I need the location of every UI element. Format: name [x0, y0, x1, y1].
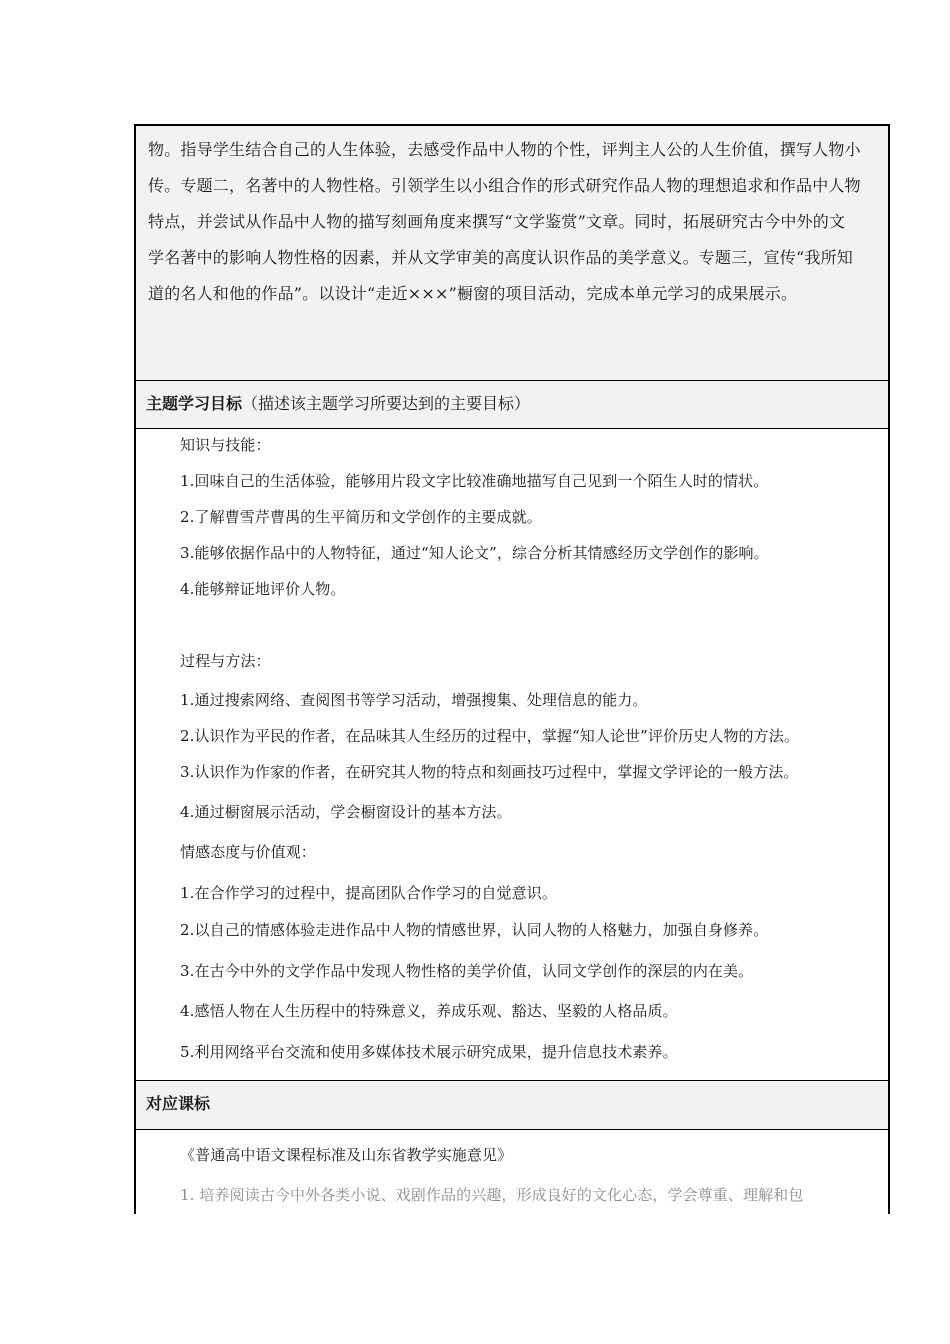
knowledge-item: 1.回味自己的生活体验，能够用片段文字比较准确地描写自己见到一个陌生人时的情状。	[180, 472, 769, 490]
standards-item: 1. 培养阅读古今中外各类小说、戏剧作品的兴趣，形成良好的文化心态，学会尊重、理解和包	[180, 1186, 804, 1204]
lesson-plan-table	[134, 124, 890, 1214]
attitude-item: 5.利用网络平台交流和使用多媒体技术展示研究成果，提升信息技术素养。	[180, 1043, 678, 1061]
process-item: 3.认识作为作家的作者，在研究其人物的特点和刻画技巧过程中，掌握文学评论的一般方法。	[180, 763, 799, 781]
knowledge-item: 4.能够辩证地评价人物。	[180, 580, 346, 598]
attitude-item: 2.以自己的情感体验走进作品中人物的情感世界，认同人物的人格魅力，加强自身修养。	[180, 921, 769, 939]
attitude-heading: 情感态度与价值观：	[180, 843, 316, 861]
process-item: 2.认识作为平民的作者，在品味其人生经历的过程中，掌握“知人论世”评价历史人物的方法。	[180, 727, 799, 745]
process-item: 1.通过搜索网络、查阅图书等学习活动，增强搜集、处理信息的能力。	[180, 691, 648, 709]
attitude-item: 3.在古今中外的文学作品中发现人物性格的美学价值，认同文学创作的深层的内在美。	[180, 962, 754, 980]
intro-line: 传。专题二，名著中的人物性格。引领学生以小组合作的形式研究作品人物的理想追求和作品中人物	[148, 176, 861, 195]
process-heading: 过程与方法：	[180, 652, 271, 670]
standards-header-cell	[136, 1081, 888, 1129]
goals-body-cell	[136, 430, 888, 1080]
knowledge-heading: 知识与技能：	[180, 436, 271, 454]
unit-description-cell	[136, 126, 888, 382]
attitude-item: 1.在合作学习的过程中，提高团队合作学习的自觉意识。	[180, 884, 557, 902]
process-item: 4.通过橱窗展示活动，学会橱窗设计的基本方法。	[180, 803, 512, 821]
goals-header-subtitle: （描述该主题学习所要达到的主要目标）	[242, 394, 531, 413]
knowledge-item: 3.能够依据作品中的人物特征，通过“知人论文”，综合分析其情感经历文学创作的影响。	[180, 544, 769, 562]
standards-doc-title: 《普通高中语文课程标准及山东省教学实施意见》	[180, 1146, 513, 1164]
intro-line: 物。指导学生结合自己的人生体验，去感受作品中人物的个性，评判主人公的人生价值，撰写人物小	[148, 140, 861, 159]
goals-header-cell	[136, 381, 888, 429]
attitude-item: 4.感悟人物在人生历程中的特殊意义，养成乐观、豁达、坚毅的人格品质。	[180, 1002, 678, 1020]
row-divider	[136, 428, 888, 429]
intro-line: 道的名人和他的作品”。以设计“走近×××”橱窗的项目活动，完成本单元学习的成果展示。	[148, 284, 798, 303]
standards-body-cell	[136, 1130, 888, 1220]
goals-header-title: 主题学习目标	[146, 394, 243, 413]
knowledge-item: 2.了解曹雪芹曹禺的生平简历和文学创作的主要成就。	[180, 508, 542, 526]
intro-line: 学名著中的影响人物性格的因素，并从文学审美的高度认识作品的美学意义。专题三，宣传“我所知	[148, 248, 853, 267]
standards-header-title: 对应课标	[146, 1094, 211, 1113]
intro-line: 特点，并尝试从作品中人物的描写刻画角度来撰写“文学鉴赏”文章。同时，拓展研究古今中外的文	[148, 212, 846, 231]
